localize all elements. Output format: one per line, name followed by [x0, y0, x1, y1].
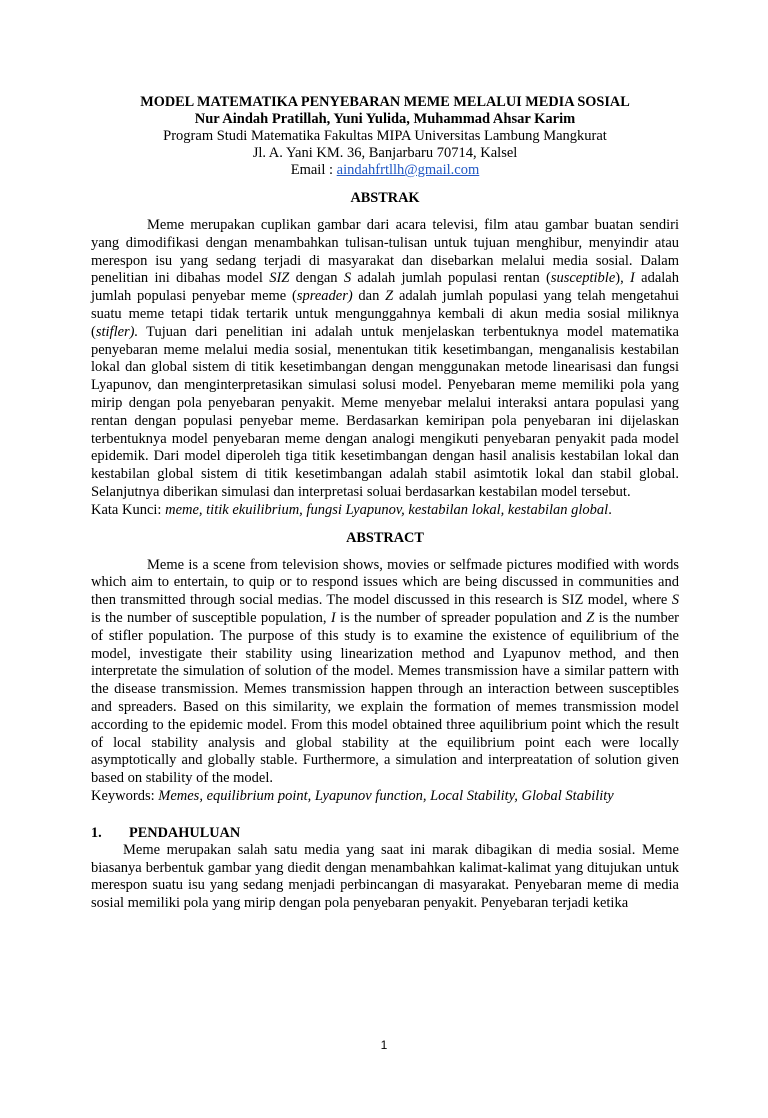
author-list: Nur Aindah Pratillah, Yuni Yulida, Muhammad Ahsar Karim: [194, 111, 576, 127]
paper-page: [0, 94, 768, 1118]
abstract-text: Meme is a scene from television shows, movies or selfmade pictures modified with words which aim to entertain, to quip or to respond issues which are being discussed in communities and then transmitted through social medias. The model discussed in this research is SIZ model, where: [91, 556, 679, 609]
kata-kunci-end: .: [608, 501, 612, 518]
abstrak-text: adalah jumlah populasi rentan (: [351, 270, 551, 287]
abstrak-text: dengan: [289, 270, 344, 287]
page-number: 1: [380, 1038, 388, 1052]
abstrak-var-z: Z: [385, 288, 394, 305]
kata-kunci-label: Kata Kunci:: [91, 501, 166, 518]
abstrak-paragraph: [91, 217, 679, 502]
kata-kunci-terms: meme, titik ekuilibrium, fungsi Lyapunov, kestabilan lokal, kestabilan global: [165, 501, 609, 518]
keywords: [91, 788, 679, 806]
abstrak-text: Tujuan dari penelitian ini adalah untuk menjelaskan terbentuknya model matematika penyebaran meme melalui media sosial, menentukan titik kesetimbangan, menganalisis kestabilan lokal dan global sistem di titik kesetimbangan dengan menggunakan metode linearisasi dan fungsi Lyapunov, dan menginterpretasikan simulasi solusi model. Penyebaran meme memiliki pola yang mirip dengan pola penyebaran penyakit. Meme menyebar melalui interaksi antara populasi yang rentan dengan populasi penyebar meme. Berdasarkan kemiripan pola penyebaran ini dijelaskan terbentuknya model penyebaran meme dengan analogi mengikuti penyebaran penyakit pada model epidemik. Dari model diperoleh tiga titik kesetimbangan dengan hasil analisis kestabilan lokal dan kestabilan global sistem di titik kesetimbangan adalah stabil asimtotik lokal dan stabil global. Selanjutnya diberikan simulasi dan interpretasi soluai berdasarkan kestabilan model tersebut.: [91, 323, 679, 500]
abstrak-text: adalah jumlah populasi penyebar meme (: [91, 270, 679, 305]
abstract-var-i: I: [330, 609, 336, 626]
email-line: [91, 162, 679, 179]
section-number: 1.: [91, 824, 102, 841]
email-link[interactable]: aindahfrtllh@gmail.com: [336, 162, 480, 178]
abstrak-text: ),: [615, 270, 631, 287]
abstract-var-s: S: [671, 592, 679, 609]
abstrak-text: Meme merupakan cuplikan gambar dari acara televisi, film atau gambar buatan sendiri yang dimodifikasi dengan menambahkan tulisan-tulisan untuk tujuan menghibur, menyindir atau merespon isu yang sedang terjadi di masyarakat dan disebarkan melalui media sosial. Dalam penelitian ini dibahas model: [91, 217, 679, 287]
abstrak-term: spreader): [296, 288, 353, 305]
abstrak-text: dan: [352, 288, 386, 305]
section-paragraph: Meme merupakan salah satu media yang saat ini marak dibagikan di media sosial. Meme biasanya berbentuk gambar yang diedit dengan menambahkan kalimat-kalimat yang ditujukan untuk merespon suatu isu yang sedang menjadi perbincangan di masyarakat. Penyebaran meme di media sosial memiliki pola yang mirip dengan pola penyebaran penyakit. Penyebaran terjadi ketika: [91, 841, 679, 912]
abstrak-model-name: SIZ: [269, 270, 290, 287]
abstract-text: is the number of stifler population. The purpose of this study is to examine the existence of equilibrium of the model, investigate their stability using linearization method and Lyapunov method, and then interpretate the simulation of solution of the model. Memes transmission have a similar pattern with the disease transmission. Memes transmission happen through an interaction between susceptibles and spreaders. Based on this similarity, we explain the formation of memes transmission model according to the epidemic model. From this model obtained three aquilibrium point which the result of local stability analysis and global stability at the equilibrium point each were locally asymptotically and globally stable. Furthermore, a simulation and interpreatation of solution given based on stability of the model.: [91, 609, 679, 787]
abstract-text: is the number of spreader population and: [335, 609, 587, 626]
abstrak-heading: ABSTRAK: [350, 190, 420, 206]
abstrak-var-s: S: [343, 270, 352, 287]
paper-header: [91, 94, 679, 179]
abstrak-term: stifler).: [95, 323, 139, 340]
kata-kunci: [91, 502, 679, 520]
section-title: PENDAHULUAN: [129, 824, 241, 841]
abstrak-var-i: I: [630, 270, 635, 287]
abstract-paragraph: [91, 557, 679, 788]
address: Jl. A. Yani KM. 36, Banjarbaru 70714, Kalsel: [252, 145, 518, 161]
abstract-text: is the number of susceptible population,: [91, 609, 331, 626]
affiliation: Program Studi Matematika Fakultas MIPA Universitas Lambung Mangkurat: [163, 128, 607, 144]
abstract-var-z: Z: [586, 609, 595, 626]
keywords-terms: Memes, equilibrium point, Lyapunov function, Local Stability, Global Stability: [158, 787, 614, 804]
keywords-label: Keywords:: [91, 787, 159, 804]
paper-title: MODEL MATEMATIKA PENYEBARAN MEME MELALUI MEDIA SOSIAL: [140, 94, 630, 110]
abstrak-term: susceptible: [550, 270, 616, 287]
email-label: Email :: [290, 162, 337, 178]
abstract-heading: ABSTRACT: [346, 529, 424, 546]
section-heading: [91, 824, 679, 842]
abstrak-text: adalah jumlah populasi yang telah mengetahui suatu meme tetapi tidak tertarik untuk mengunggahnya kembali di akun media sosial miliknya (: [91, 288, 679, 340]
